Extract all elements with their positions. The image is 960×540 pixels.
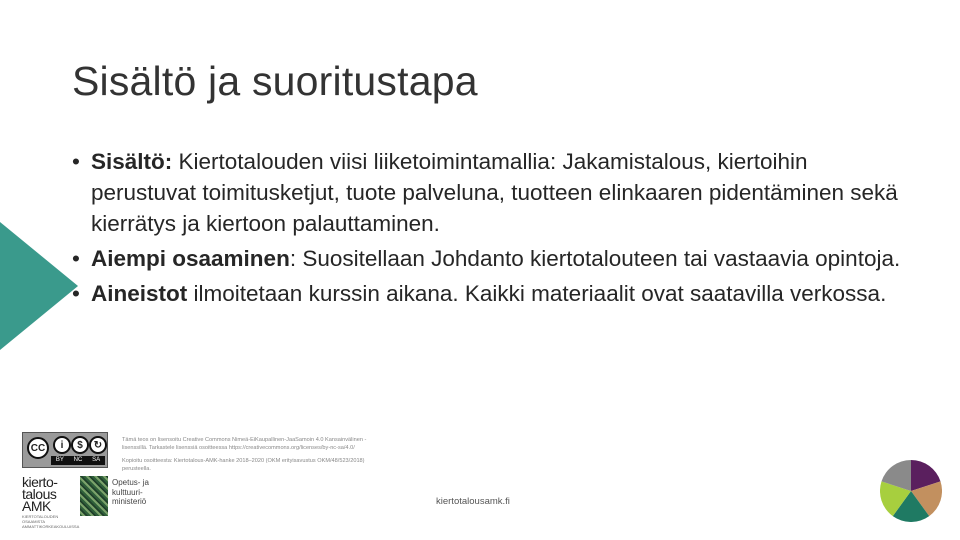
attribution-icon: i xyxy=(53,436,71,454)
sharealike-icon: ↻ xyxy=(89,436,107,454)
license-line-2: Kopioitu osoitteesta: Kiertotalous-AMK-hanke 2018–2020 (OKM erityisavustus OKM/48/523/2018) perusteella. xyxy=(122,458,365,472)
bullet-text: Kiertotalouden viisi liiketoimintamallia: Jakamistalous, kiertoihin perustuvat toimitusketjut, tuote palveluna, tuotteen elinkaaren pidentäminen sekä kierrätys ja kiertoon palauttaminen. xyxy=(91,149,898,236)
bullet-dot: • xyxy=(72,149,80,174)
ministry-line-2: kulttuuri- xyxy=(112,487,143,497)
bullet-dot: • xyxy=(72,281,80,306)
bullet-label: Aineistot xyxy=(91,281,188,306)
logo-word-2: talous xyxy=(22,486,57,502)
logo-word-1: kierto- xyxy=(22,474,58,490)
ministry-emblem-icon xyxy=(80,476,108,516)
license-sa: SA xyxy=(92,457,101,463)
bullet-text: : Suositellaan Johdanto kiertotalouteen tai vastaavia opintoja. xyxy=(289,246,901,271)
license-text xyxy=(122,436,372,478)
kiertotalous-amk-logo xyxy=(22,474,80,529)
license-line-1: Tämä teos on lisensoitu Creative Commons Nimeä-EiKaupallinen-JaaSamoin 4.0 Kansainvälinen -lisenssillä. Tarkastele lisenssiä osoitteessa https://creativecommons.org/licenses/by-nc-sa/4.0/ xyxy=(122,437,367,451)
color-pie-icon xyxy=(880,460,942,522)
bullet-materials xyxy=(72,278,902,309)
logo-word-3: AMK xyxy=(22,498,51,514)
bullet-label: Aiempi osaaminen xyxy=(91,246,290,271)
ministry-logo-text xyxy=(112,478,149,507)
decorative-triangle xyxy=(0,222,78,350)
bullet-text: ilmoitetaan kurssin aikana. Kaikki materiaalit ovat saatavilla verkossa. xyxy=(187,281,887,306)
logo-subtitle: KIERTOTALOUDEN OSAAMISTA AMMATTIKORKEAKOULUISSA xyxy=(22,514,80,529)
bullet-content xyxy=(72,146,902,239)
cc-license-badge[interactable] xyxy=(22,432,108,468)
license-by: BY xyxy=(55,457,64,463)
bullet-dot: • xyxy=(72,246,80,271)
ministry-line-3: ministeriö xyxy=(112,497,147,506)
bullet-prerequisites xyxy=(72,243,902,274)
noncommercial-icon: $ xyxy=(71,436,89,454)
slide-title: Sisältö ja suoritustapa xyxy=(72,58,478,104)
ministry-line-1: Opetus- ja xyxy=(112,478,149,487)
license-nc: NC xyxy=(73,457,83,463)
cc-icon: CC xyxy=(27,437,49,459)
footer-url[interactable]: kiertotalousamk.fi xyxy=(436,496,510,507)
bullet-list xyxy=(72,146,902,313)
license-band xyxy=(51,456,105,465)
bullet-label: Sisältö: xyxy=(91,149,173,174)
